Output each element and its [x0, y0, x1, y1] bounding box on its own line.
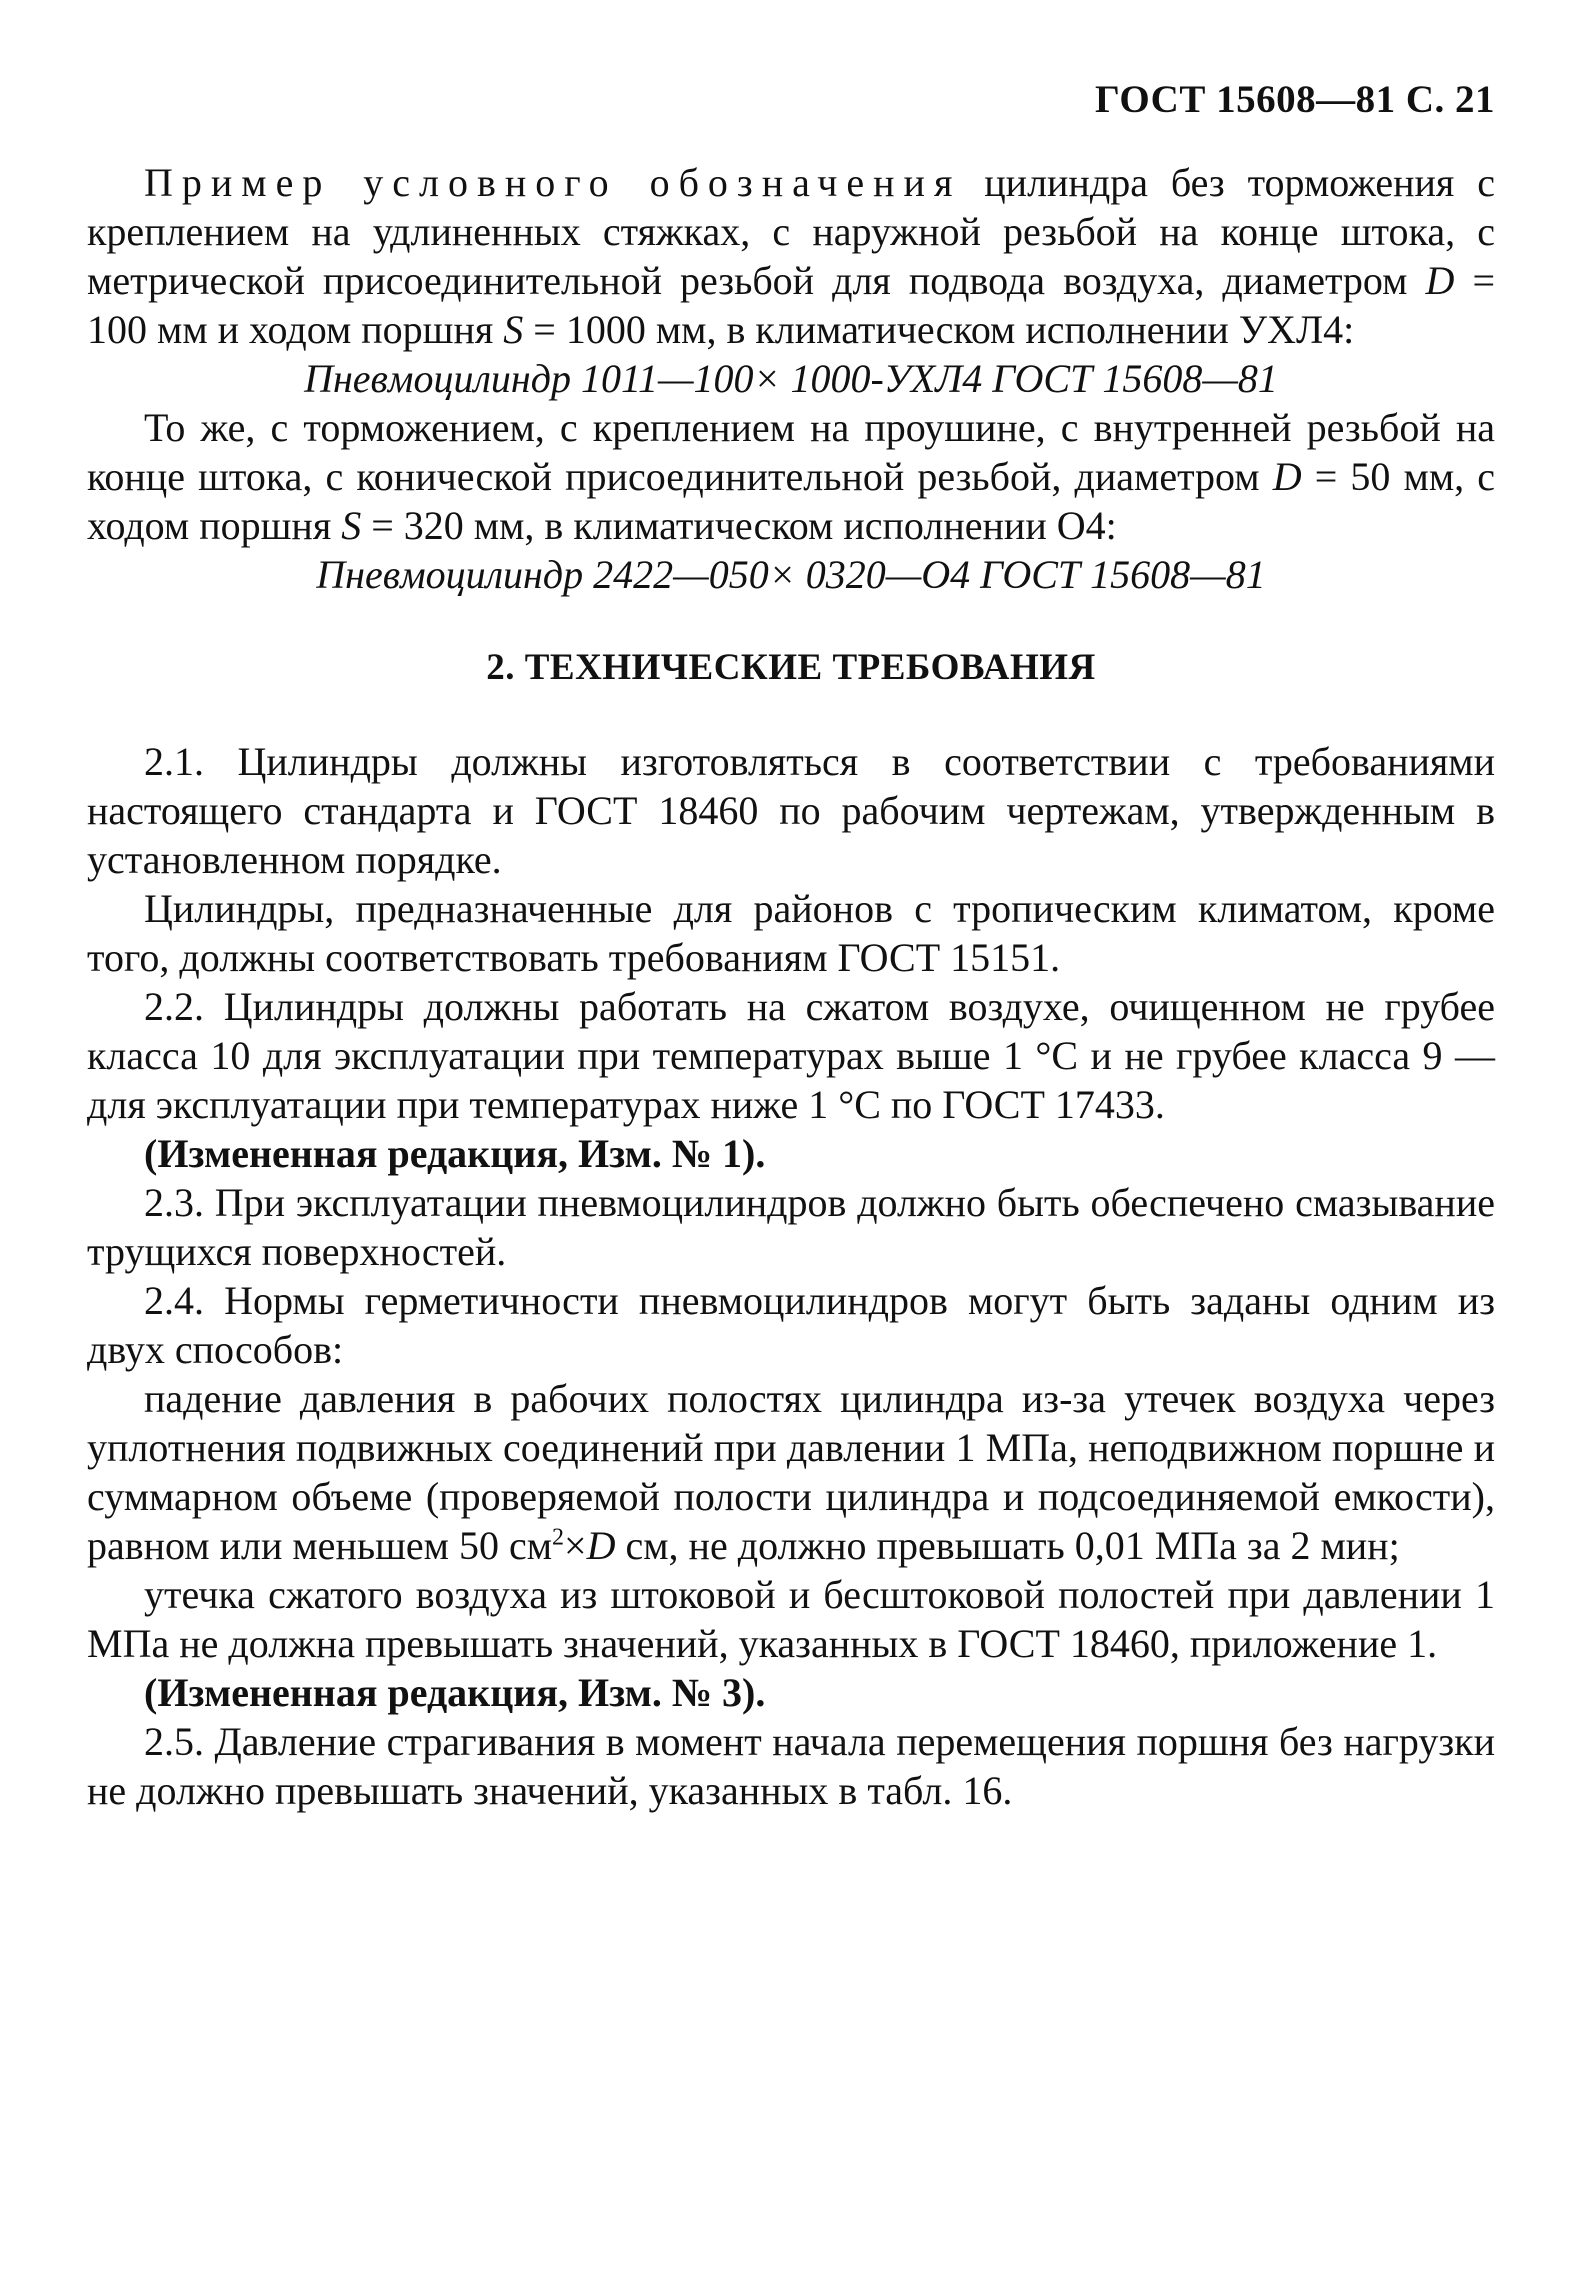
amendment-note-1: (Измененная редакция, Изм. № 1).: [144, 1131, 766, 1176]
paragraph-text: = 50 мм, с ходом поршня: [87, 454, 1496, 548]
variable-D: D: [1272, 454, 1302, 499]
variable-S: S: [503, 307, 524, 352]
superscript: 2: [552, 1524, 565, 1551]
paragraph-text: цилиндра без торможения с креплением на удлиненных стяжках, с наружной резьбой на конце штока, с метрической присоединительной резьбой для подвода воздуха, диаметром: [87, 160, 1495, 303]
designation-formula-1: Пневмоцилиндр 1011—100× 1000-УХЛ4 ГОСТ 15608—81: [304, 356, 1278, 401]
clause-2-2: 2.2. Цилиндры должны работать на сжатом воздухе, очищенном не грубее класса 10 для эксплуатации при температурах выше 1 °С и не грубее класса 9 — для эксплуатации при температурах ниже 1 °С по ГОСТ 17433.: [87, 984, 1495, 1127]
section-heading: 2. ТЕХНИЧЕСКИЕ ТРЕБОВАНИЯ: [486, 647, 1096, 688]
document-body: [87, 158, 1495, 1815]
clause-2-4: 2.4. Нормы герметичности пневмоцилиндров могут быть заданы одним из двух способов:: [87, 1278, 1495, 1372]
clause-2-4-method-b: утечка сжатого воздуха из штоковой и бесштоковой полостей при давлении 1 МПа не должна превышать значений, указанных в ГОСТ 18460, приложение 1.: [87, 1572, 1495, 1666]
clause-2-5: 2.5. Давление страгивания в момент начала перемещения поршня без нагрузки не должно превышать значений, указанных в табл. 16.: [87, 1719, 1495, 1813]
variable-D: D: [586, 1523, 616, 1568]
clause-2-1-tropical: Цилиндры, предназначенные для районов с тропическим климатом, кроме того, должны соответствовать требованиям ГОСТ 15151.: [87, 886, 1495, 980]
paragraph-text: = 100 мм и ходом поршня: [87, 258, 1495, 352]
designation-formula-2: Пневмоцилиндр 2422—050× 0320—О4 ГОСТ 15608—81: [316, 552, 1266, 597]
paragraph-text: = 320 мм, в климатическом исполнении О4:: [361, 503, 1117, 548]
spaced-lead-text: Пример условного обозначения: [144, 160, 962, 205]
page-header: ГОСТ 15608—81 С. 21: [1095, 78, 1495, 121]
variable-S: S: [341, 503, 362, 548]
paragraph-text: = 1000 мм, в климатическом исполнении УХЛ4:: [523, 307, 1355, 352]
clause-2-3: 2.3. При эксплуатации пневмоцилиндров должно быть обеспечено смазывание трущихся поверхностей.: [87, 1180, 1495, 1274]
paragraph-text: То же, с торможением, с креплением на проушине, с внутренней резьбой на конце штока, с конической присоединительной резьбой, диаметром: [87, 405, 1495, 499]
paragraph-text: см, не должно превышать 0,01 МПа за 2 мин;: [615, 1523, 1400, 1568]
amendment-note-3: (Измененная редакция, Изм. № 3).: [144, 1670, 766, 1715]
times-sign: ×: [564, 1523, 587, 1568]
variable-D: D: [1425, 258, 1455, 303]
example-designation-paragraph-2: [87, 403, 1495, 550]
example-designation-paragraph: [87, 158, 1495, 354]
paragraph-text: падение давления в рабочих полостях цилиндра из-за утечек воздуха через уплотнения подвижных соединений при давлении 1 МПа, неподвижном поршне и суммарном объеме (проверяемой полости цилиндра и подсоединяемой емкости), равном или меньшем 50 см: [87, 1376, 1495, 1568]
clause-2-1: 2.1. Цилиндры должны изготовляться в соответствии с требованиями настоящего стандарта и ГОСТ 18460 по рабочим чертежам, утвержденным в установленном порядке.: [87, 739, 1495, 882]
clause-2-4-method-a: [87, 1374, 1495, 1570]
